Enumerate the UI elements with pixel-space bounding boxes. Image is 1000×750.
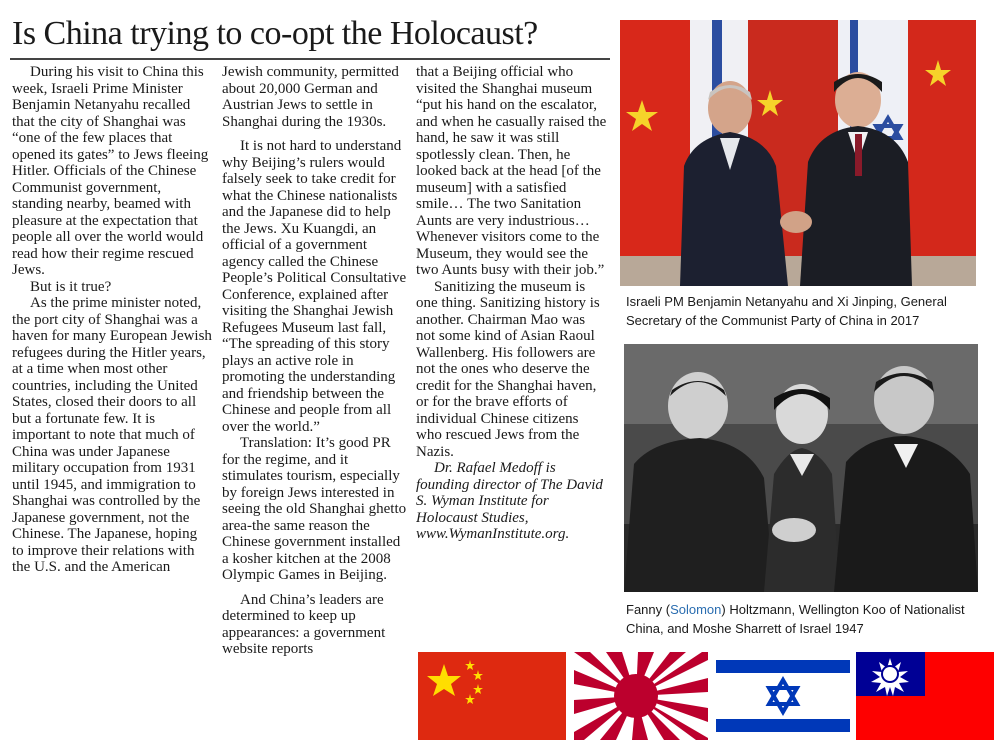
paragraph: During his visit to China this week, Israeli Prime Minister Benjamin Netanyahu recalled that the city of Shanghai was “one of the few places that opened its gates” to Jews fleeing Hitler. Officials of the Chinese Communist government, standing nearby, beamed with pleasure at the expectation that people all over the world would read how their regime rescued Jews. xyxy=(12,64,209,278)
china-flag xyxy=(418,652,566,740)
paragraph: And China’s leaders are determined to keep up appearances: a government website reports xyxy=(222,591,386,657)
headline-rule xyxy=(10,58,610,60)
paragraph: As the prime minister noted, the port city of Shanghai was a haven for many European Jewish refugees during the Hitler years, at a time when most other countries, including the United States, closed their doors to all but a fortunate few. It is important to note that much of China was under Japanese military occupation from 1931 until 1945, and immigration to Shanghai was controlled by the Japanese government, not the Chinese. The Japanese, hoping to improve their relations with the U.S. and the American xyxy=(12,295,212,575)
taiwan-flag xyxy=(856,652,994,740)
article-column-1 xyxy=(12,64,212,734)
author-byline: Dr. Rafael Medoff is founding director of The David S. Wyman Institute for Holocaust Studies, www.WymanInstitute.org. xyxy=(416,460,603,542)
paragraph: Jewish community, permitted about 20,000 German and Austrian Jews to settle in Shanghai during the 1930s. xyxy=(222,64,399,130)
caption-highlight: Solomon xyxy=(670,602,722,617)
photo2-caption xyxy=(626,600,996,638)
rising-sun-flag xyxy=(574,652,708,740)
holtzmann-koo-sharrett-photo xyxy=(624,344,978,592)
photo1-caption: Israeli PM Benjamin Netanyahu and Xi Jinping, General Secretary of the Communist Party of China in 2017 xyxy=(626,294,947,328)
paragraph: But is it true? xyxy=(30,278,112,295)
netanyahu-xi-photo xyxy=(620,20,976,286)
paragraph: Sanitizing the museum is one thing. Sanitizing history is another. Chairman Mao was not some kind of Asian Raoul Wallenberg. His followers are not the ones who deserve the credit for the Shanghai haven, or for the brave efforts of individual Chinese citizens who rescued Jews from the Nazis. xyxy=(416,278,600,460)
paragraph: that a Beijing official who visited the Shanghai museum “put his hand on the escalator, and when he casually raised the hand, he saw it was still spotlessly clean. Then, he looked back at the head [of the museum] with a satisfied smile… The two Sanitation Aunts are very industrious… Whenever visitors come to the Museum, they would see the two Aunts busy with their job.” xyxy=(416,64,607,278)
caption-text: Fanny ( xyxy=(626,602,671,617)
article-column-3 xyxy=(416,64,608,634)
caption-text: ) Holtzmann, Wellington Koo of Nationalist China, and Moshe Sharrett of Israel 1947 xyxy=(626,602,965,636)
headline: Is China trying to co-opt the Holocaust? xyxy=(12,15,538,52)
israel-flag xyxy=(716,652,850,740)
paragraph: It is not hard to understand why Beijing’s rulers would falsely seek to take credit for what the Chinese nationalists and the Japanese did to help the Jews. Xu Kuangdi, an official of a government agency called the Chinese People’s Political Consultative Conference, explained after visiting the Shanghai Jewish Refugees Museum last fall, “The spreading of this story plays an active role in promoting the understanding and friendship between the Chinese and people from all over the world.” xyxy=(222,138,407,435)
paragraph: Translation: It’s good PR for the regime, and it stimulates tourism, especially by foreign Jews interested in seeing the old Shanghai ghetto area-the same reason the Chinese government installed a kosher kitchen at the 2008 Olympic Games in Beijing. xyxy=(222,435,407,583)
article-column-2 xyxy=(222,64,408,734)
